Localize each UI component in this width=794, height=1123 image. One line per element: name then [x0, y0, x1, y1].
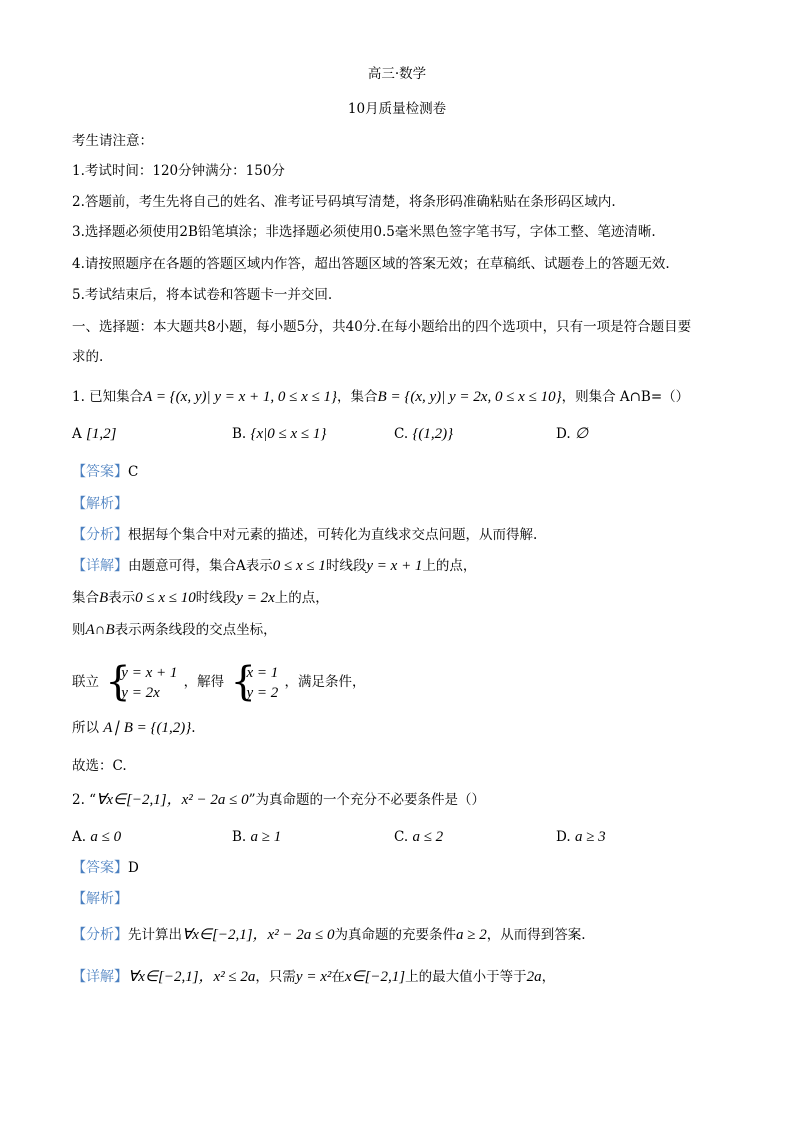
q2-option-d-letter: D.	[556, 829, 571, 845]
q1-post: ，则集合 A∩B=（）	[561, 389, 690, 405]
q2-detail-d: ，	[541, 969, 556, 985]
q1-detail2a: 集合	[72, 590, 99, 606]
notice-item-2: 2.答题前，考生先将自己的姓名、准考证号码填写清楚，将条形码准确粘贴在条形码区域内.	[72, 194, 616, 210]
q2-answer	[72, 858, 139, 878]
q1-detail3a: 则	[72, 622, 86, 638]
q1-detail1e: y = x + 1	[366, 558, 423, 574]
q2-detail-m1: ∀x∈[−2,1]，x² ≤ 2a	[128, 969, 256, 985]
q1-option-d-text: ∅	[574, 426, 589, 442]
q1-option-c	[394, 424, 453, 444]
exam-title: 高三·数学	[367, 66, 427, 82]
q1-detail2d: 时线段	[195, 590, 237, 606]
q1-mid: ，集合	[337, 389, 378, 405]
q1-system-line	[72, 658, 366, 705]
q1-detail3m: A∩B	[85, 622, 115, 638]
q2-option-c-text: a ≤ 2	[412, 829, 444, 845]
q2-detail-m4: 2a	[526, 969, 542, 985]
q1-option-a-text: [1,2]	[86, 426, 117, 442]
q1-fenxi-label: 【分析】	[72, 527, 128, 543]
q1-choose: 故选：C.	[72, 758, 127, 774]
q2-fenxi-label: 【分析】	[72, 927, 128, 943]
q1-detail1b: 时线段	[325, 558, 367, 574]
q1-sys2-row1: x = 1	[246, 664, 279, 681]
q2-stem	[72, 790, 485, 810]
notice-item-3: 3.选择题必须使用2B铅笔填涂；非选择题必须使用0.5毫米黑色签字笔书写，字体工整、笔迹清晰.	[72, 224, 656, 240]
q1-set-a: A = {(x, y)| y = x + 1, 0 ≤ x ≤ 1}	[143, 389, 338, 405]
q1-set-b: B = {(x, y)| y = 2x, 0 ≤ x ≤ 10}	[377, 389, 562, 405]
q1-system-2: { x = 1 y = 2	[230, 658, 279, 705]
q2-option-a-letter: A.	[72, 829, 87, 845]
q2-analysis-label	[72, 889, 128, 909]
notice-item-1: 1.考试时间：120分钟满分：150分	[72, 163, 285, 179]
q1-sys-post: ，满足条件，	[284, 674, 366, 690]
q1-detail1m: 0 ≤ x ≤ 1	[272, 558, 326, 574]
q1-pre: 1. 已知集合	[72, 389, 144, 405]
q1-analysis-label	[72, 494, 128, 514]
q2-detail	[72, 967, 555, 987]
q1-option-d	[556, 424, 588, 444]
q1-sys1-row2: y = 2x	[121, 684, 160, 701]
q2-option-c-letter: C.	[394, 829, 409, 845]
q2-cond: ∀x∈[−2,1]，x² − 2a ≤ 0	[96, 792, 249, 808]
section-heading-line1: 一、选择题：本大题共8小题，每小题5分，共40分.在每小题给出的四个选项中，只有一项是符合题目要	[72, 319, 692, 335]
q1-system-1: { y = x + 1 y = 2x	[105, 658, 178, 705]
q2-detail-a: ，只需	[255, 969, 296, 985]
q1-sys-pre: 联立	[72, 674, 99, 690]
q2-fenxi-m2: a ≥ 2	[456, 927, 487, 943]
q1-sys-mid: ，解得	[183, 674, 225, 690]
q1-detail2f: 上的点，	[274, 590, 329, 606]
q2-option-b-text: a ≥ 1	[250, 829, 282, 845]
q2-fenxi-c: ，从而得到答案.	[486, 927, 586, 943]
q2-option-b-letter: B.	[232, 829, 247, 845]
q1-answer	[72, 462, 138, 482]
q1-so-math: A∣ B = {(1,2)}	[103, 720, 192, 736]
q2-option-d	[556, 827, 606, 847]
section-heading-line2: 求的.	[72, 349, 104, 365]
q1-detail-line3	[72, 620, 277, 640]
q2-option-d-text: a ≥ 3	[574, 829, 606, 845]
q1-fenxi-text: 根据每个集合中对元素的描述，可转化为直线求交点问题，从而得解.	[128, 527, 538, 543]
q1-option-a	[72, 424, 116, 444]
notice-item-4: 4.请按照题序在各题的答题区域内作答，超出答题区域的答案无效；在草稿纸、试题卷上的答题无效.	[72, 256, 670, 272]
q2-fenxi-m1: ∀x∈[−2,1]，x² − 2a ≤ 0	[182, 927, 335, 943]
q1-detail-label: 【详解】	[72, 558, 128, 574]
q1-detail1a: 由题意可得，集合A表示	[128, 558, 273, 574]
q2-fenxi	[72, 925, 586, 945]
q1-detail2b: B	[99, 590, 109, 606]
q2-detail-b: 在	[331, 969, 345, 985]
q1-conclusion	[72, 718, 196, 738]
q2-detail-m3: x∈[−2,1]	[344, 969, 406, 985]
q1-sys1-row1: y = x + 1	[121, 664, 178, 681]
q1-detail2m: 0 ≤ x ≤ 10	[135, 590, 196, 606]
q2-detail-c: 上的最大值小于等于	[405, 969, 527, 985]
q1-detail-line1	[72, 556, 476, 576]
exam-subtitle: 10月质量检测卷	[347, 101, 447, 117]
q1-option-c-text: {(1,2)}	[412, 426, 454, 442]
q2-fenxi-a: 先计算出	[128, 927, 182, 943]
q2-detail-m2: y = x²	[295, 969, 332, 985]
q1-option-b-text: {x|0 ≤ x ≤ 1}	[250, 426, 327, 442]
q2-answer-value: D	[128, 860, 139, 876]
q2-option-a	[72, 827, 121, 847]
q2-pre: 2. “	[72, 792, 97, 808]
notice-item-5: 5.考试结束后，将本试卷和答题卡一并交回.	[72, 287, 333, 303]
q1-detail1c: 上的点，	[422, 558, 477, 574]
q1-detail-line2	[72, 588, 329, 608]
q1-option-a-letter: A	[72, 426, 82, 442]
q2-option-a-text: a ≤ 0	[90, 829, 122, 845]
q1-detail2c: 表示	[108, 590, 136, 606]
q1-so-post: .	[191, 720, 196, 736]
q2-fenxi-b: 为真命题的充要条件	[334, 927, 457, 943]
q2-option-b	[232, 827, 281, 847]
q1-answer-label: 【答案】	[72, 464, 128, 480]
notice-heading: 考生请注意：	[72, 133, 153, 149]
q2-answer-label: 【答案】	[72, 860, 128, 876]
q1-analysis-label-text: 【解析】	[72, 496, 128, 512]
q2-analysis-label-text: 【解析】	[72, 891, 128, 907]
q2-detail-label: 【详解】	[72, 969, 128, 985]
q2-post: ”为真命题的一个充分不必要条件是（）	[248, 792, 486, 808]
q1-option-c-letter: C.	[394, 426, 409, 442]
q1-detail3b: 表示两条线段的交点坐标，	[114, 622, 277, 638]
q1-fenxi	[72, 525, 537, 545]
q1-answer-value: C	[128, 464, 139, 480]
q2-option-c	[394, 827, 443, 847]
q1-sys2-row2: y = 2	[246, 684, 279, 701]
q1-detail2e: y = 2x	[236, 590, 275, 606]
q1-option-d-letter: D.	[556, 426, 571, 442]
q1-option-b	[232, 424, 326, 444]
q1-option-b-letter: B.	[232, 426, 247, 442]
q1-so-pre: 所以	[72, 720, 99, 736]
q1-stem	[72, 387, 689, 407]
